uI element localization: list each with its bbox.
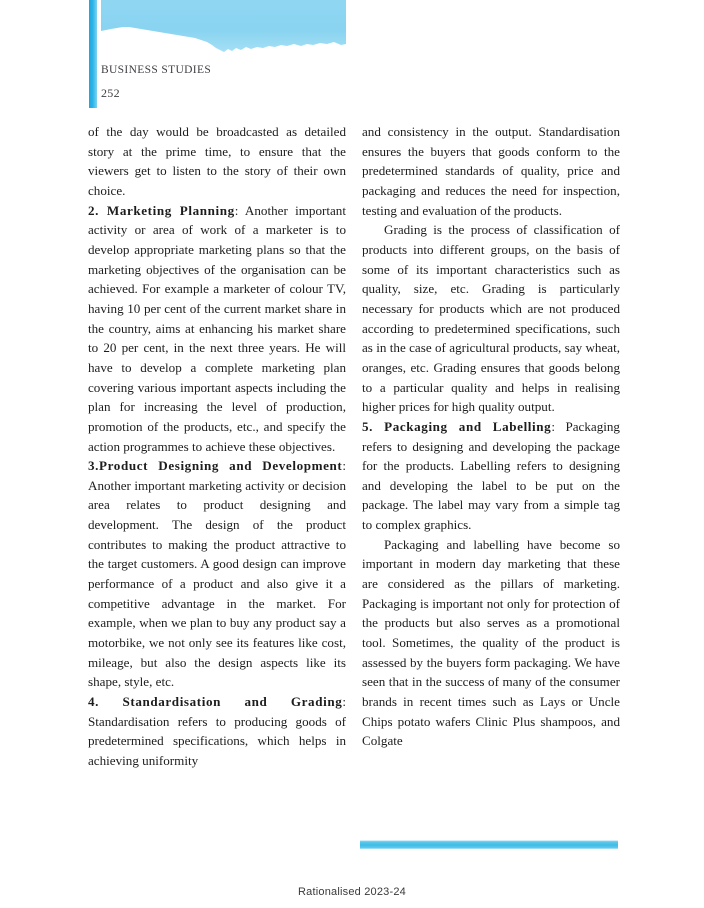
para-marketing-planning — [88, 201, 346, 457]
body-run: : Standardisation refers to producing goods of predetermined specifications, which helps in achieving uniformity — [88, 694, 346, 768]
para-product-designing — [88, 456, 346, 692]
body-run: : Another important activity or area of work of a marketer is to develop appropriate marketing plans so that the marketing objectives of the organisation can be achieved. For example a marketer of colour TV, having 10 per cent of the current market share in the country, aims at enhancing his market share to 20 per cent, in the next three years. He will have to develop a complete marketing plan covering various important aspects including the plan for increasing the level of production, promotion of the products, etc., and specify the action programmes to achieve these objectives. — [88, 202, 346, 454]
para-grading-process — [362, 220, 620, 417]
rationalised-note: Rationalised 2023-24 — [298, 886, 406, 898]
footer-accent-bar — [360, 840, 618, 849]
heading-run: 4. Standardisation and Grading — [88, 694, 343, 710]
body-run: and consistency in the output. Standardisation ensures the buyers that goods conform to the predetermined standards of quality, price and packaging and reduces the need for inspection, testing and evaluation of the products. — [362, 124, 620, 218]
para-packaging-pillars — [362, 535, 620, 751]
heading-run: 2. Marketing Planning — [88, 202, 235, 218]
torn-paper-banner-graphic — [101, 0, 346, 58]
body-run: Grading is the process of classification of products into different groups, on the basis of some of its important characteristics such as quality, size, etc. Grading is particularly necessary for products which are not produced according to predetermined specifications, such as in the case of agricultural products, say wheat, oranges, etc. Grading ensures that goods belong to a particular quality and helps in realising higher prices for high quality output. — [362, 222, 620, 415]
para-packaging-labelling — [362, 417, 620, 535]
heading-run: 5. Packaging and Labelling — [362, 418, 552, 434]
body-run: : Packaging refers to designing and developing the package for the products. Labelling refers to designing and developing the label to be put on the package. The label may vary from a simple tag to complex graphics. — [362, 418, 620, 533]
para-consistency-output — [362, 122, 620, 220]
header-accent-bar — [89, 0, 97, 108]
left-text-column — [88, 122, 346, 771]
book-title: BUSINESS STUDIES — [101, 64, 212, 76]
para-continued-broadcast — [88, 122, 346, 201]
body-run: Packaging and labelling have become so important in modern day marketing that these are considered as the pillars of marketing. Packaging is important not only for protection of the products but also serves as a promotional tool. Sometimes, the quality of the product is assessed by the buyers form packaging. We have seen that in the success of many of the consumer brands in recent times such as Lays or Uncle Chips potato wafers Clinic Plus shampoos, and Colgate — [362, 536, 620, 749]
heading-run: 3.Product Designing and Development — [88, 458, 343, 474]
right-text-column — [362, 122, 620, 771]
page-body — [88, 122, 620, 771]
body-run: : Another important marketing activity or decision area relates to product designing and development. The design of the product contributes to making the product attractive to the target customers. A good design can improve performance of a product and also give it a competitive advantage in the market. For example, when we plan to buy any product say a motorbike, we not only see its features like cost, mileage, but also the design aspects like its shape, style, etc. — [88, 458, 346, 690]
page-number: 252 — [101, 86, 120, 100]
page-header — [0, 0, 704, 112]
body-run: of the day would be broadcasted as detailed story at the prime time, to ensure that the viewers get to listen to the story of their own choice. — [88, 124, 346, 198]
para-standardisation-grading — [88, 692, 346, 771]
